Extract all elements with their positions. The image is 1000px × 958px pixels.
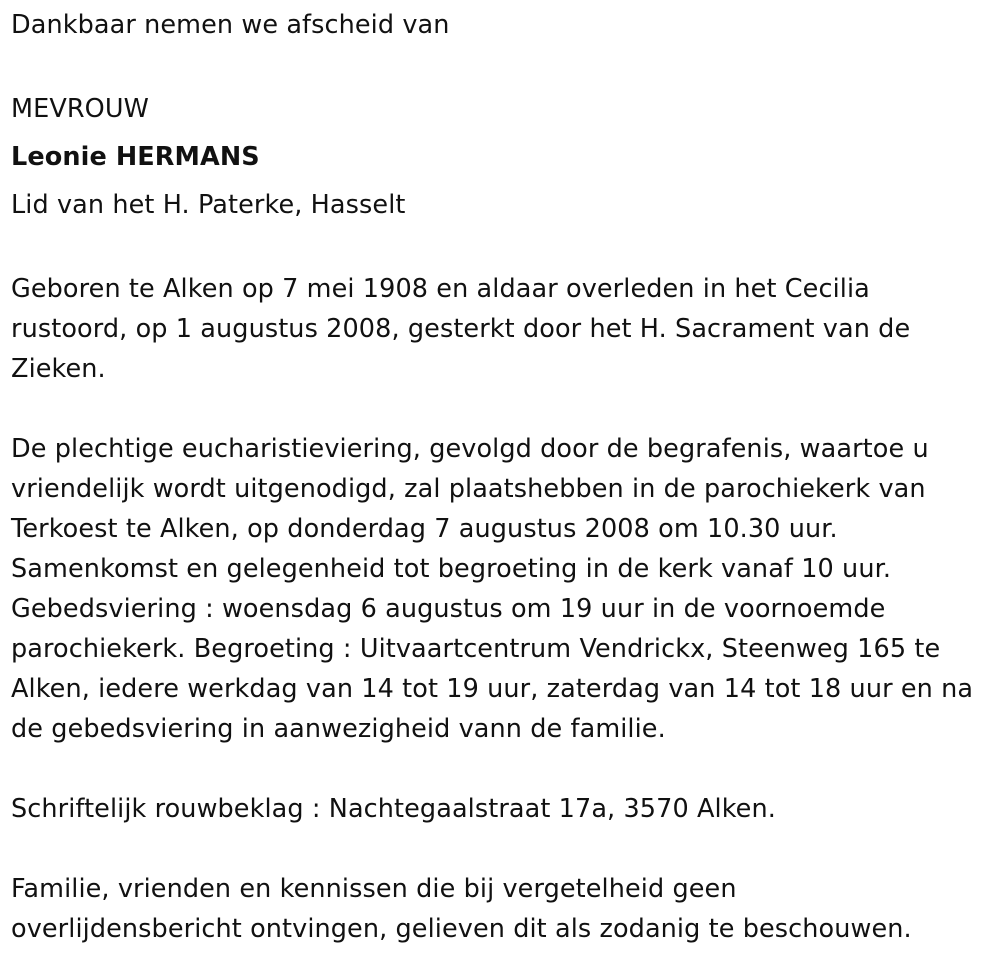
paragraph-line: de gebedsviering in aanwezigheid vann de familie. (11, 714, 666, 744)
paragraph-line: vriendelijk wordt uitgenodigd, zal plaatshebben in de parochiekerk van (11, 474, 926, 504)
spacer (11, 389, 991, 429)
paragraph-line: Familie, vrienden en kennissen die bij vergetelheid geen (11, 874, 737, 904)
closing-paragraph (11, 869, 991, 949)
paragraph-line: Alken, iedere werkdag van 14 tot 19 uur, zaterdag van 14 tot 18 uur en na (11, 674, 974, 704)
spacer (11, 45, 991, 85)
obituary-notice (11, 5, 991, 949)
ceremony-paragraph (11, 429, 991, 749)
paragraph-line: Samenkomst en gelegenheid tot begroeting in de kerk vanaf 10 uur. (11, 554, 892, 584)
paragraph-line: parochiekerk. Begroeting : Uitvaartcentrum Vendrickx, Steenweg 165 te (11, 634, 941, 664)
paragraph-line: Zieken. (11, 354, 106, 384)
deceased-name: Leonie HERMANS (11, 142, 260, 172)
honorific: MEVROUW (11, 94, 149, 124)
birth-death-paragraph (11, 269, 991, 389)
membership-line: Lid van het H. Paterke, Hasselt (11, 190, 406, 220)
spacer (11, 829, 991, 869)
paragraph-line: overlijdensbericht ontvingen, gelieven dit als zodanig te beschouwen. (11, 914, 912, 944)
condolence-address: Schriftelijk rouwbeklag : Nachtegaalstraat 17a, 3570 Alken. (11, 794, 776, 824)
intro-line: Dankbaar nemen we afscheid van (11, 10, 450, 40)
paragraph-line: De plechtige eucharistieviering, gevolgd door de begrafenis, waartoe u (11, 434, 929, 464)
spacer (11, 229, 991, 269)
paragraph-line: Terkoest te Alken, op donderdag 7 augustus 2008 om 10.30 uur. (11, 514, 838, 544)
paragraph-line: rustoord, op 1 augustus 2008, gesterkt door het H. Sacrament van de (11, 314, 911, 344)
paragraph-line: Gebedsviering : woensdag 6 augustus om 19 uur in de voornoemde (11, 594, 886, 624)
spacer (11, 749, 991, 789)
paragraph-line: Geboren te Alken op 7 mei 1908 en aldaar overleden in het Cecilia (11, 274, 870, 304)
